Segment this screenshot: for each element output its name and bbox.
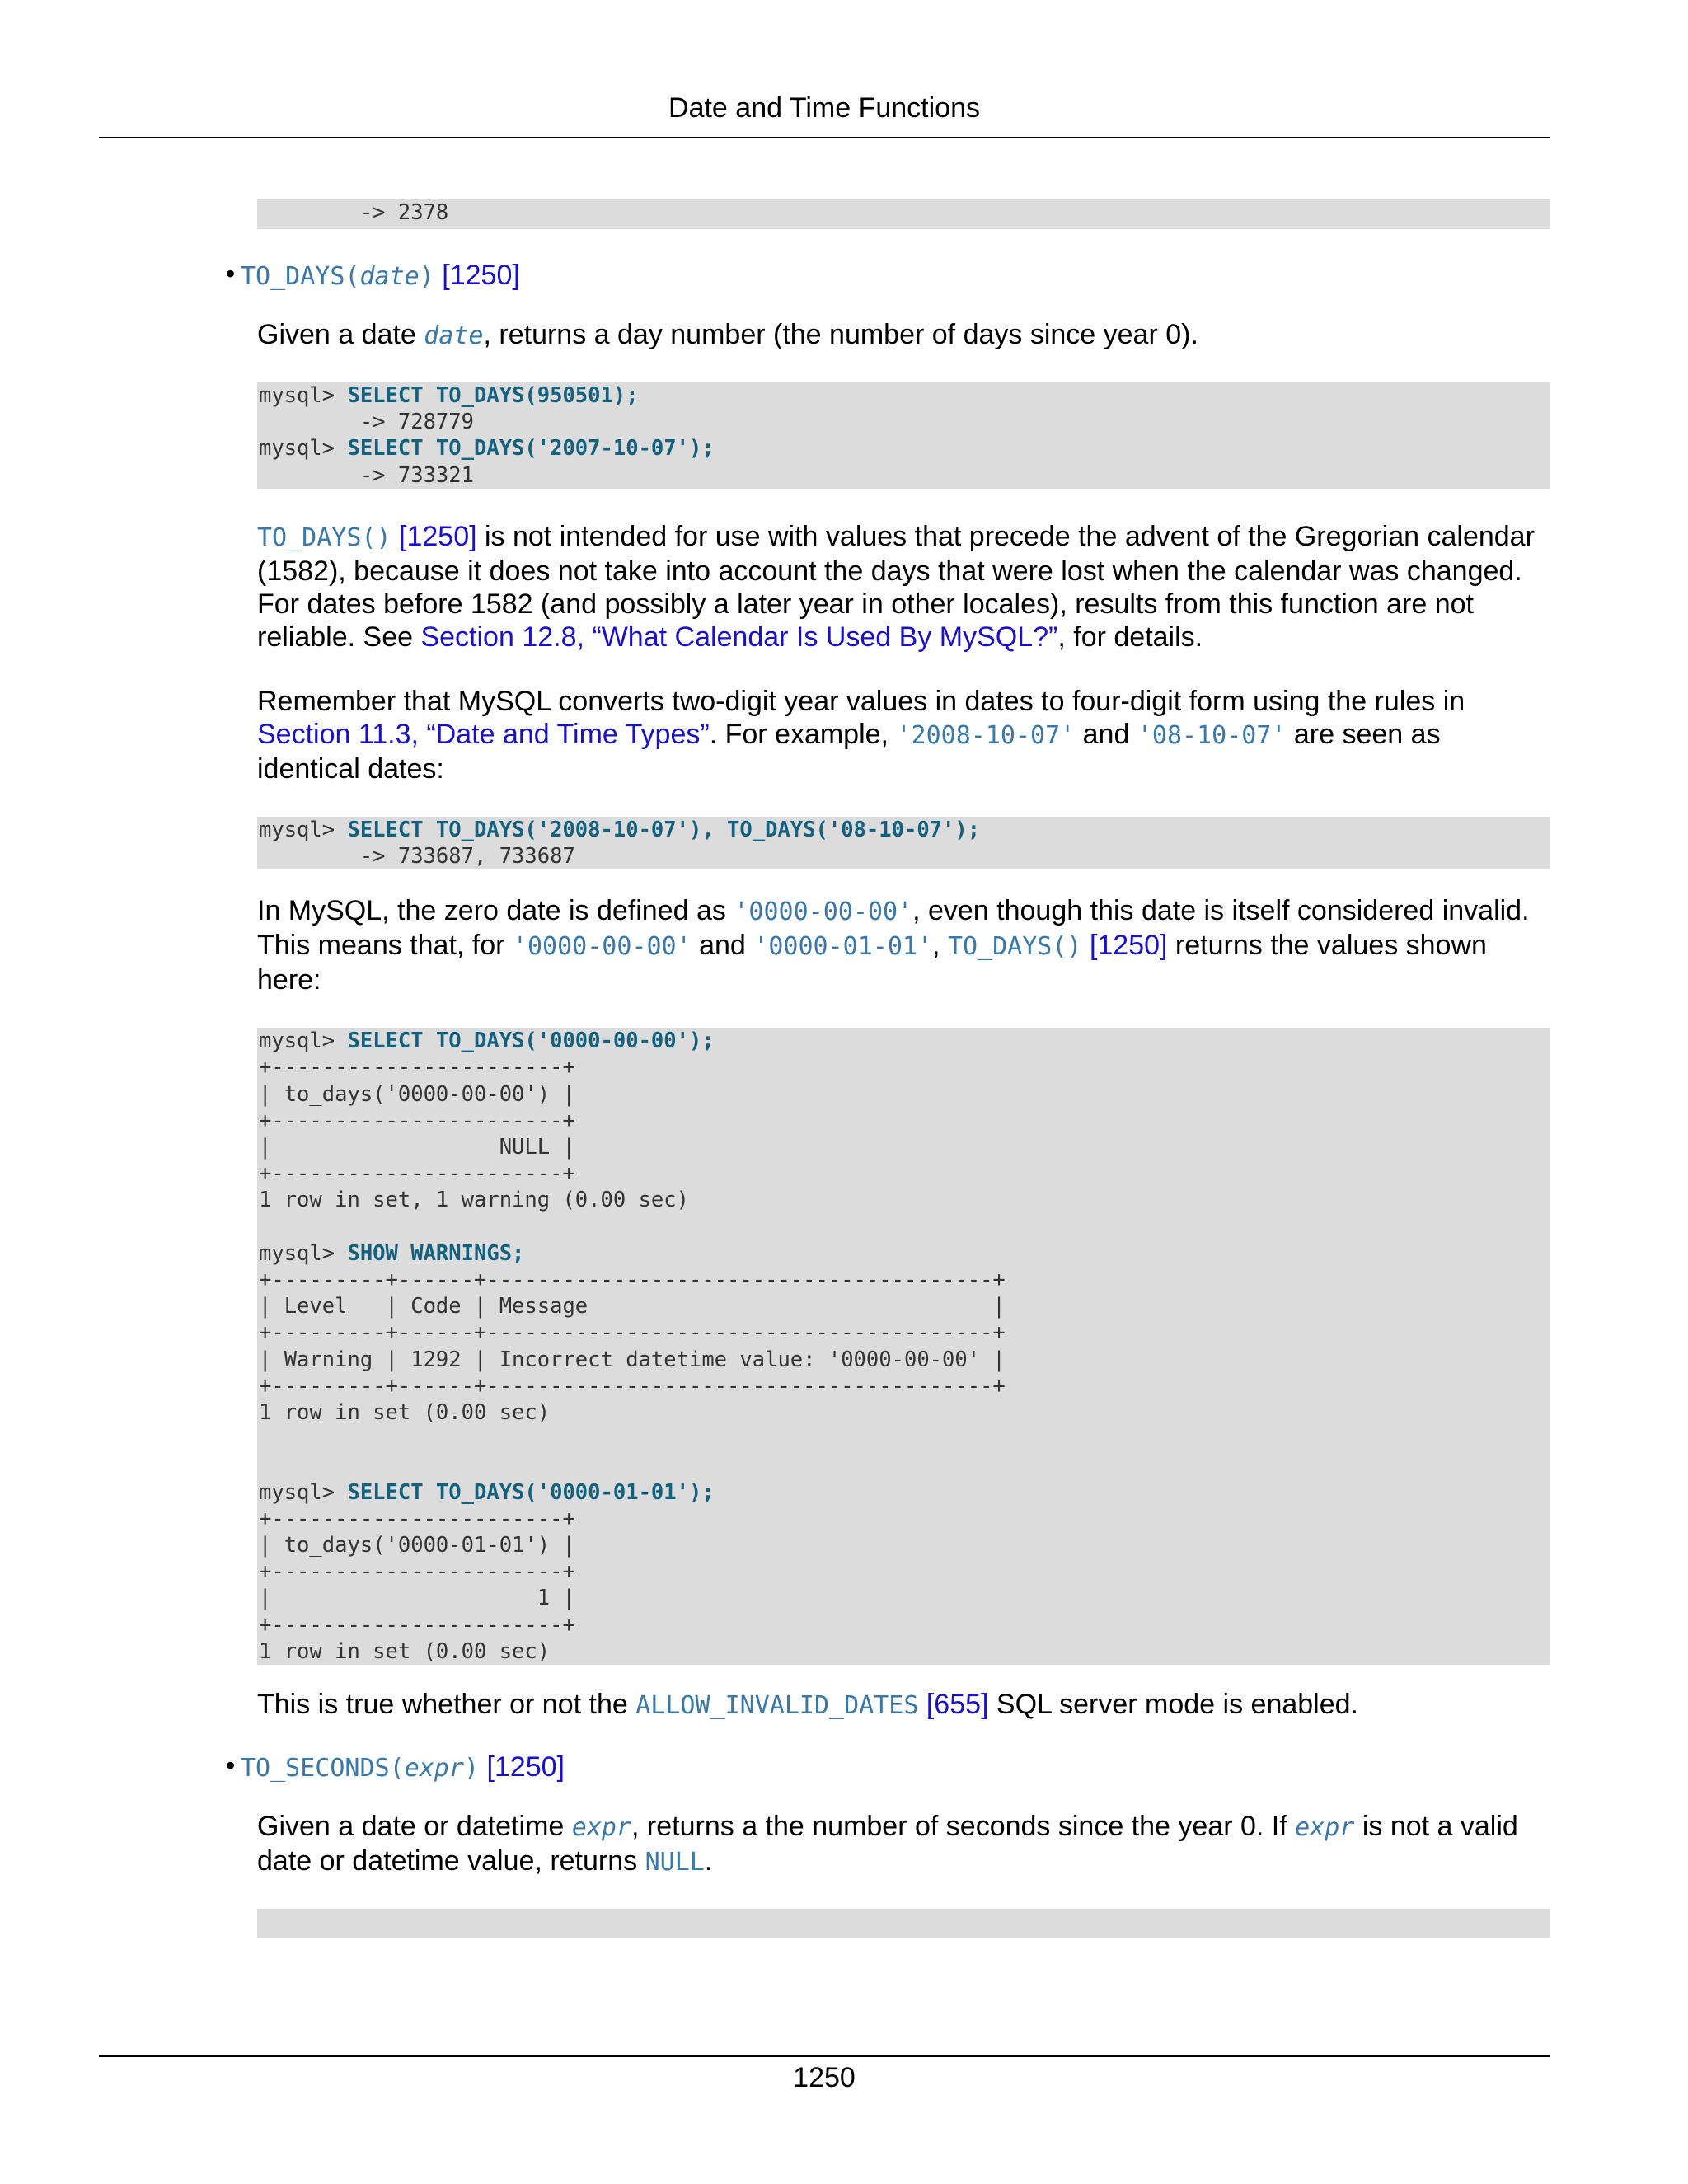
code-block-identical-dates: mysql> SELECT TO_DAYS('2008-10-07'), TO_DAYS('08-10-07'); -> 733687, 733687 (257, 817, 1550, 869)
to-days-entry (226, 259, 1550, 292)
code-block-to-days-example: mysql> SELECT TO_DAYS(950501); -> 728779 mysql> SELECT TO_DAYS('2007-10-07'); -> 733321 (257, 382, 1550, 489)
two-digit-year-note: Remember that MySQL converts two-digit year values in dates to four-digit form using the rules in Section 11.3, “Date and Time Types”. For example, '2008-10-07' and '08-10-07' are seen as identical dates: (257, 685, 1465, 785)
page-number: 1250 (793, 2062, 856, 2093)
to-days-function-link[interactable]: TO_DAYS(date) (241, 262, 434, 291)
to-days-inline-link[interactable]: TO_DAYS() (257, 523, 392, 552)
to-days-zero-ref[interactable]: [1250] (1089, 930, 1168, 962)
code-block-zero-date: mysql> SELECT TO_DAYS('0000-00-00'); +-----------------------+ | to_days('0000-00-00') | +-----------------------+ | NULL | +-----------------------+ 1 row in set, 1 warning (0.00 sec) mysql> SHOW WARNINGS; +---------+------+----------------------------------------+ | Level | Code | Message | +---------+------+----------------------------------------+ | Warning | 1292 | Incorrect datetime value: '0000-00-00' | +---------+------+----------------------------------------+ 1 row in set (0.00 sec) mysql> SELECT TO_DAYS('0000-01-01'); +-----------------------+ | to_days('0000-01-01') | +-----------------------+ | 1 | +-----------------------+ 1 row in set (0.00 sec) (257, 1028, 1550, 1665)
bullet-icon: • (226, 1750, 236, 1781)
code-block-continuation: -> 2378 (257, 199, 1550, 229)
to-seconds-function-link[interactable]: TO_SECONDS(expr) (241, 1754, 479, 1783)
to-days-page-ref[interactable]: [1250] (442, 260, 520, 291)
to-days-description: Given a date date, returns a day number (the number of days since year 0). (257, 319, 1198, 350)
to-seconds-description: Given a date or datetime expr, returns a the number of seconds since the year 0. If expr is not a valid date or datetime value, returns NULL. (257, 1811, 1518, 1877)
server-mode-note: This is true whether or not the ALLOW_INVALID_DATES [655] SQL server mode is enabled. (257, 1689, 1358, 1721)
code-block-to-seconds-start (257, 1909, 1550, 1938)
page-content (226, 199, 1550, 1938)
allow-invalid-dates-link[interactable]: ALLOW_INVALID_DATES (635, 1691, 919, 1721)
bullet-icon: • (226, 259, 236, 288)
allow-invalid-dates-ref[interactable]: [655] (926, 1689, 989, 1721)
header-rule (99, 137, 1550, 138)
calendar-section-link[interactable]: Section 12.8, “What Calendar Is Used By MySQL?” (420, 621, 1058, 653)
date-time-types-link[interactable]: Section 11.3, “Date and Time Types” (257, 718, 710, 750)
footer-rule (99, 2055, 1550, 2057)
page-header: Date and Time Functions (668, 92, 980, 124)
to-days-zero-link[interactable]: TO_DAYS() (947, 932, 1082, 962)
to-days-inline-ref[interactable]: [1250] (399, 520, 477, 552)
to-seconds-entry (226, 1750, 1550, 1783)
zero-date-note: In MySQL, the zero date is defined as '0000-00-00', even though this date is itself considered invalid. This means that, for '0000-00-00' and '0000-01-01', TO_DAYS() [1250] returns the values shown here: (257, 895, 1530, 996)
to-seconds-page-ref[interactable]: [1250] (486, 1751, 565, 1783)
gregorian-note: TO_DAYS() [1250] is not intended for use with values that precede the advent of the Gregorian calendar (1582), because it does not take into account the days that were lost when the calendar was changed. For dates before 1582 (and possibly a later year in other locales), results from this function are not reliable. See Section 12.8, “What Calendar Is Used By MySQL?”, for details. (257, 520, 1535, 653)
